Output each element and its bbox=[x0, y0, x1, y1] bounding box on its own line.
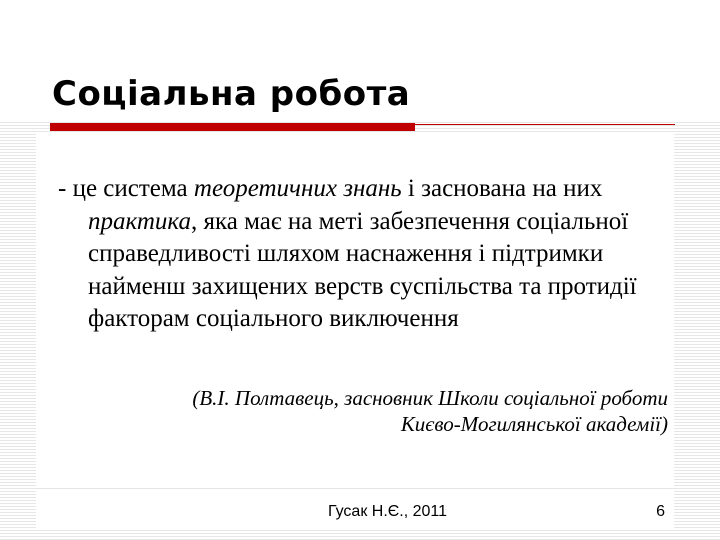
definition-part-2: і заснована на них bbox=[401, 175, 603, 202]
citation-line-2: Києво-Могилянської академії) bbox=[400, 412, 668, 436]
definition-term-practice: практика bbox=[88, 207, 191, 235]
definition-text bbox=[58, 173, 700, 336]
title-underline-bar bbox=[50, 123, 415, 131]
slide-title: Соціальна робота bbox=[52, 74, 411, 114]
citation bbox=[192, 385, 668, 437]
footer-author: Гусак Н.Є., 2011 bbox=[328, 503, 447, 520]
definition-part-3: , яка має на меті забезпечення соціальної справедливості шляхом наснаження і підтримки найменш захищених верств суспільства та протидії факторам соціального виключення bbox=[88, 207, 637, 332]
definition-part-1: - це система bbox=[58, 175, 194, 202]
citation-line-1: (В.І. Полтавець, засновник Школи соціальної роботи bbox=[192, 386, 668, 410]
title-divider-line bbox=[415, 124, 675, 125]
page-number: 6 bbox=[656, 503, 665, 520]
definition-term-theory: теоретичних знань bbox=[193, 175, 402, 202]
